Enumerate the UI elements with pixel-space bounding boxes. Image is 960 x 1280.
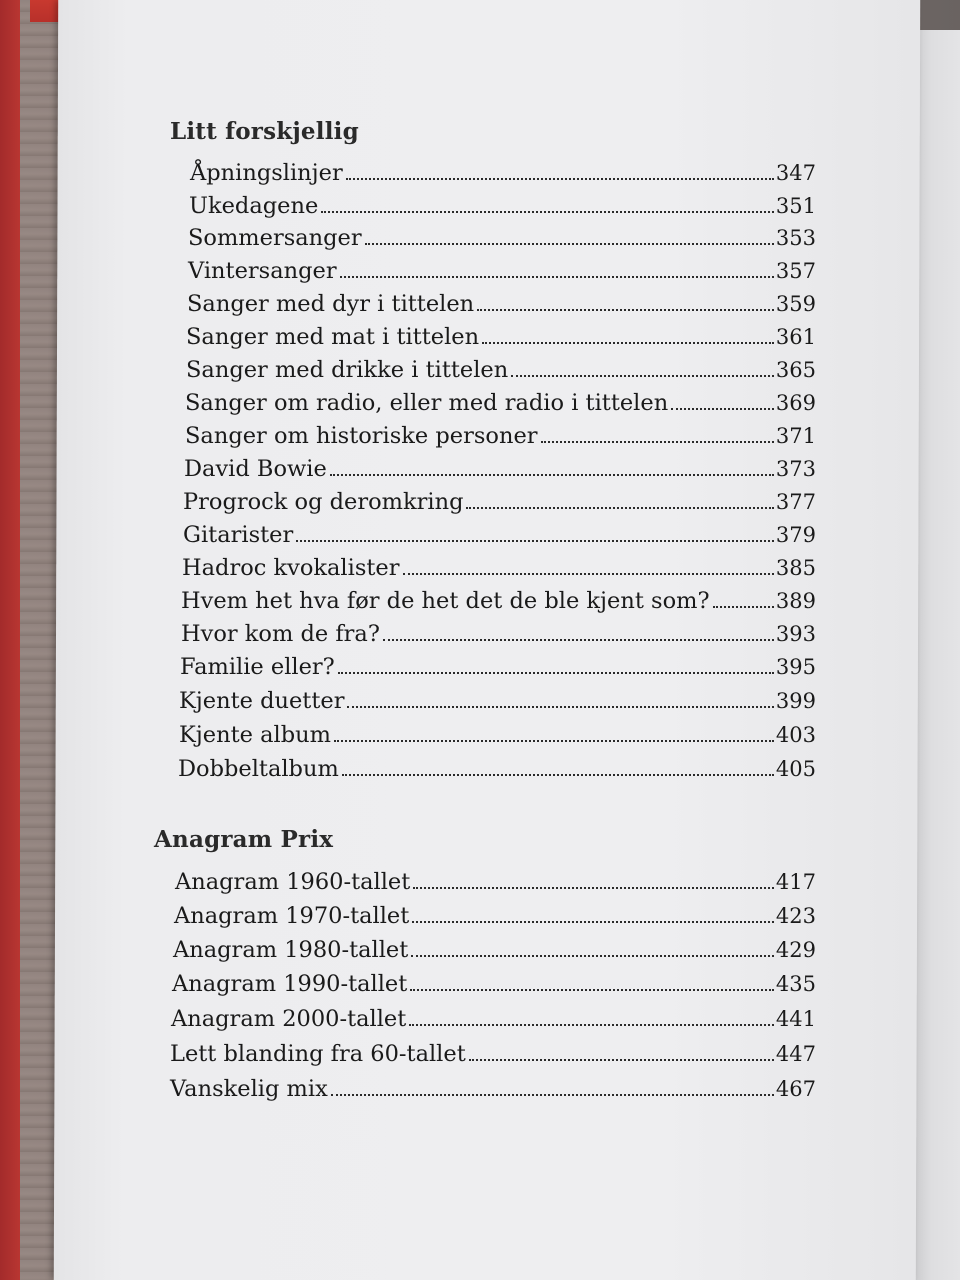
toc-entry	[184, 456, 816, 486]
toc-entry	[181, 621, 816, 651]
dot-leader	[671, 408, 774, 410]
dot-leader	[466, 507, 773, 509]
dot-leader	[347, 706, 773, 708]
toc-entry-label: Kjente album	[179, 722, 331, 748]
dot-leader	[296, 540, 774, 542]
dot-leader	[477, 309, 774, 311]
toc-entry-label: Vanskelig mix	[170, 1076, 328, 1102]
dot-leader	[403, 573, 774, 575]
dot-leader	[330, 474, 774, 476]
toc-entry	[172, 971, 816, 1001]
toc-entry	[170, 1076, 816, 1106]
toc-entry-page: 365	[775, 358, 816, 382]
dot-leader	[342, 774, 774, 776]
toc-entry-label: Progrock og deromkring	[183, 489, 464, 515]
toc-entry-label: Familie eller?	[180, 654, 335, 680]
toc-entry-page: 441	[775, 1007, 816, 1031]
toc-entry-page: 395	[775, 655, 816, 679]
toc-entry-label: Hvor kom de fra?	[181, 621, 380, 647]
toc-entry-label: Anagram 1980-tallet	[173, 937, 409, 963]
toc-entry-label: Anagram 1960-tallet	[175, 869, 411, 895]
toc-entry-page: 399	[775, 689, 816, 713]
toc-entry	[186, 324, 816, 354]
toc-entry	[182, 555, 816, 585]
toc-entry-page: 361	[775, 325, 816, 349]
dot-leader	[340, 276, 774, 278]
toc-entry-page: 369	[775, 391, 816, 415]
toc-entry	[189, 193, 816, 223]
toc-entry-label: Sanger med dyr i tittelen	[187, 291, 475, 317]
toc-entry-page: 417	[775, 870, 816, 894]
toc-entry	[175, 869, 816, 899]
toc-entry-page: 353	[775, 226, 816, 250]
toc-entry-label: Anagram 1970-tallet	[174, 903, 410, 929]
dot-leader	[413, 887, 774, 889]
toc-entry-label: Sanger om historiske personer	[185, 423, 538, 449]
dot-leader	[511, 375, 774, 377]
toc-entry-page: 351	[775, 194, 816, 218]
toc-entry	[187, 291, 816, 321]
toc-entry-label: Anagram 2000-tallet	[171, 1006, 407, 1032]
toc-entry-page: 371	[775, 424, 816, 448]
toc-entry-page: 357	[775, 259, 816, 283]
dot-leader	[334, 740, 774, 742]
toc-entry	[188, 258, 816, 288]
dot-leader	[412, 921, 774, 923]
toc-entry-label: Anagram 1990-tallet	[172, 971, 408, 997]
dot-leader	[541, 441, 774, 443]
toc-entry-page: 347	[775, 161, 816, 185]
toc-entry-label: Ukedagene	[189, 193, 319, 219]
toc-entry-page: 389	[775, 589, 816, 613]
toc-entry-page: 423	[775, 904, 816, 928]
toc-entry	[180, 654, 816, 684]
toc-entry-label: David Bowie	[184, 456, 327, 482]
toc-entry	[178, 756, 816, 786]
toc-entry	[171, 1006, 816, 1036]
toc-entry	[186, 357, 816, 387]
toc-entry	[179, 722, 816, 752]
toc-entry-label: Sanger med drikke i tittelen	[186, 357, 509, 383]
toc-entry	[183, 489, 816, 519]
dot-leader	[713, 606, 774, 608]
toc-entry-label: Sanger om radio, eller med radio i tittelen	[185, 390, 669, 416]
toc-entry-label: Lett blanding fra 60-tallet	[170, 1041, 466, 1067]
toc-entry-label: Sanger med mat i tittelen	[186, 324, 480, 350]
toc-entry-label: Dobbeltalbum	[178, 756, 339, 782]
dot-leader	[411, 955, 774, 957]
toc-entry-page: 379	[775, 523, 816, 547]
toc-entry	[190, 160, 816, 190]
toc-entry-label: Gitarister	[183, 522, 294, 548]
toc-entry	[181, 588, 816, 618]
toc-entry	[185, 423, 816, 453]
toc-entry	[183, 522, 816, 552]
toc-entry-label: Kjente duetter	[179, 688, 345, 714]
toc-entry	[179, 688, 816, 718]
toc-entry	[174, 903, 816, 933]
dot-leader	[383, 639, 774, 641]
toc-entry-page: 435	[775, 972, 816, 996]
toc-entry-page: 359	[775, 292, 816, 316]
toc-entry	[185, 390, 816, 420]
toc-entry	[170, 1041, 816, 1071]
toc-entry-page: 377	[775, 490, 816, 514]
toc-entry-label: Åpningslinjer	[190, 160, 343, 186]
dot-leader	[469, 1059, 774, 1061]
toc-entry-label: Vintersanger	[188, 258, 337, 284]
toc-entry-page: 385	[775, 556, 816, 580]
dot-leader	[331, 1094, 774, 1096]
dot-leader	[346, 178, 774, 180]
dot-leader	[410, 989, 774, 991]
toc-entry	[173, 937, 816, 967]
dot-leader	[482, 342, 774, 344]
toc-entry	[188, 225, 816, 255]
dot-leader	[321, 211, 774, 213]
toc-entry-page: 393	[775, 622, 816, 646]
dot-leader	[338, 672, 774, 674]
toc-entry-page: 467	[775, 1077, 816, 1101]
toc-entry-label: Hadroc kvokalister	[182, 555, 400, 581]
toc-entry-page: 429	[775, 938, 816, 962]
toc-entry-page: 373	[775, 457, 816, 481]
toc-entry-label: Sommersanger	[188, 225, 362, 251]
toc-entry-label: Hvem het hva før de het det de ble kjent som?	[181, 588, 710, 614]
toc-entry-page: 447	[775, 1042, 816, 1066]
dot-leader	[365, 243, 774, 245]
toc-entry-page: 403	[775, 723, 816, 747]
section-title: Anagram Prix	[154, 826, 334, 853]
dot-leader	[409, 1024, 774, 1026]
section-title: Litt forskjellig	[170, 118, 359, 145]
toc-entry-page: 405	[775, 757, 816, 781]
